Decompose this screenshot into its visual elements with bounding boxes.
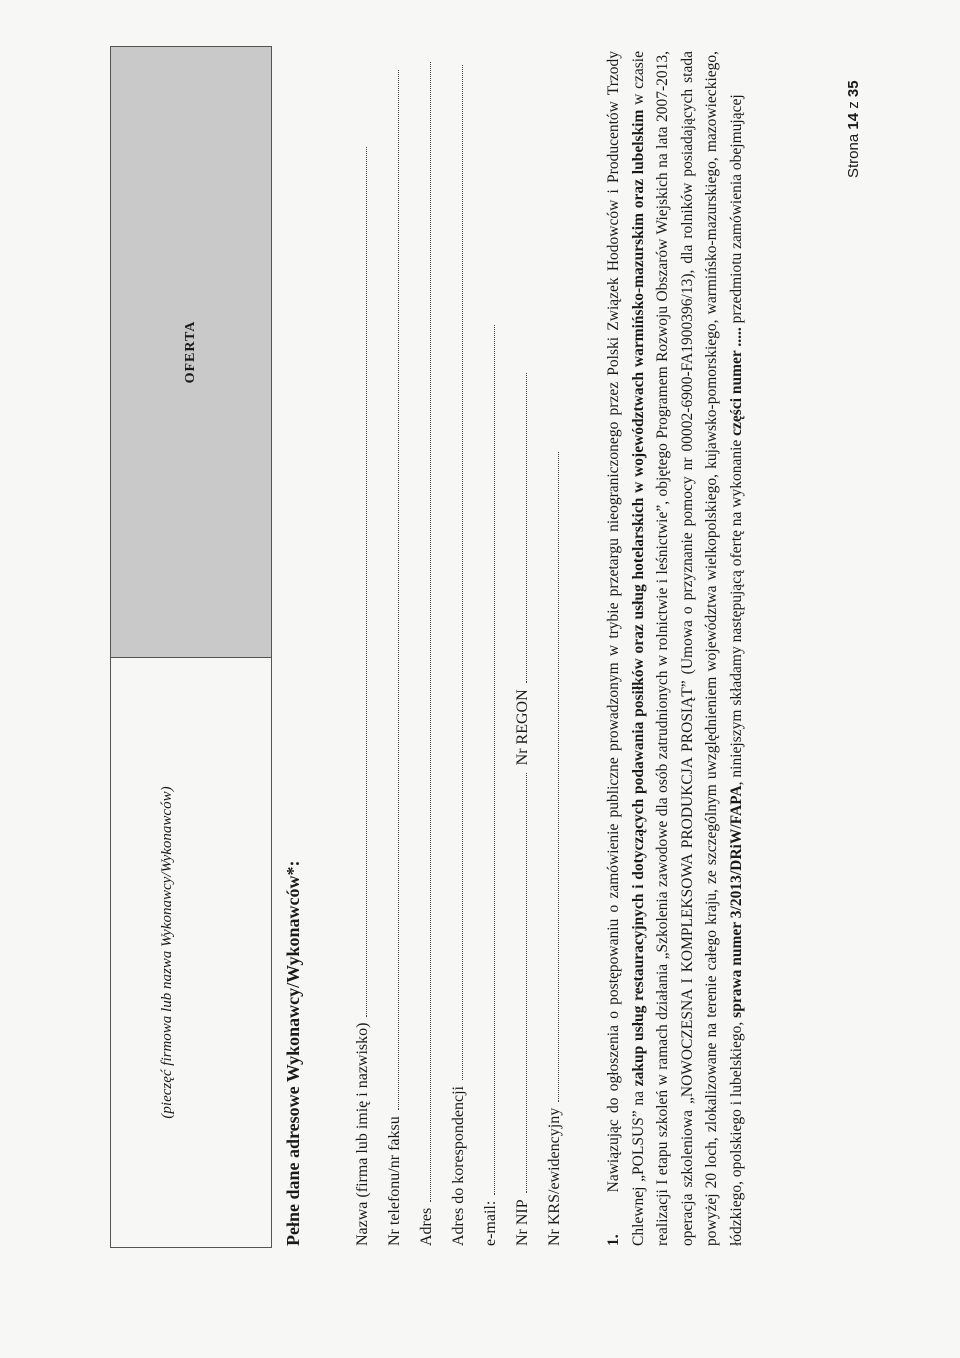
offer-header-table [110,46,272,1248]
correspondence-fill-line[interactable] [446,65,463,1080]
regon-fill-line[interactable] [510,373,527,683]
page-sep: z [845,97,862,113]
offer-title: OFERTA [183,320,198,384]
email-field[interactable] [478,325,502,1246]
paragraph-bold-1: zakup usług restauracyjnych i dotyczących podawania posiłków oraz usług hotelarskich w województwach warmińsko-mazurskim oraz lubelskim [629,109,647,1087]
paragraph-text-3: , niniejszym składamy następującą ofertę na wykonanie [727,435,745,786]
nip-fill-line[interactable] [510,773,527,1193]
paragraph-text-4: przedmiotu zamówienia obejmującej [727,94,745,328]
name-label: Nazwa (firma lub imię i nazwisko) [354,1022,371,1246]
name-fill-line[interactable] [350,147,367,1017]
company-stamp-cell [111,657,271,1247]
address-fill-line[interactable] [414,62,431,1202]
regon-label: Nr REGON [514,689,531,766]
paragraph-bold-3: części numer ..... [727,327,745,436]
krs-field[interactable] [542,452,566,1246]
correspondence-field[interactable] [446,65,470,1246]
paragraph-bold-2: sprawa numer 3/2013/DRiW/FAPA [727,785,745,1018]
paragraph-text-2: w czasie realizacji I etapu szkoleń w ramach działania „Szkolenia zawodowe dla osób zatrudnionych w rolnictwie i leśnictwie”, objętego Programem Rozwoju Obszarów Wiejskich na lata 2007-2013, operacja szkoleniowa „NOWOCZESNA I KOMPLEKSOWA PRODUKCJA PROSIĄT” (Umowa o przyznanie pomocy nr 00002-6900-FA1900396/13), dla rolników posiadających stada powyżej 20 loch, zlokalizowane na terenie całego kraju, ze szczególnym uwzględnieniem województwa wielkopolskiego, kujawsko-pomorskiego, warmińsko-mazurskiego, mazowieckiego, łódzkiego, opolskiego i lubelskiego, [629,51,745,1246]
paragraph-text-1: Nawiązując do ogłoszenia o postępowaniu o zamówienie publiczne prowadzonym w trybie przetargu nieograniczonego przez Polski Związek Hodowców i Producentów Trzody Chlewnej „POLSUS” na [605,51,647,1246]
address-label: Adres [418,1207,435,1246]
phone-label: Nr telefonu/nr faksu [386,1116,403,1246]
email-label: e-mail: [482,1200,499,1246]
phone-fill-line[interactable] [382,70,399,1110]
krs-label: Nr KRS/ewidencyjny [546,1107,563,1246]
company-stamp-label: (pieczęć firmowa lub nazwa Wykonawcy/Wykonawców) [159,786,175,1119]
page-number [845,80,862,178]
address-field[interactable] [414,62,438,1246]
page-current: 14 [845,112,862,130]
phone-field[interactable] [382,70,406,1246]
name-field[interactable] [350,147,374,1246]
nip-label: Nr NIP [514,1199,531,1246]
page-prefix: Strona [845,129,862,178]
contractor-section-title: Pełne dane adresowe Wykonawcy/Wykonawców*: [283,860,303,1246]
email-fill-line[interactable] [478,325,495,1195]
correspondence-label: Adres do korespondencji [450,1086,467,1246]
page-total: 35 [845,80,862,98]
offer-paragraph [602,51,750,1246]
nip-regon-field[interactable] [510,373,534,1246]
paragraph-number: 1. [605,1234,622,1246]
offer-title-cell [111,47,271,657]
krs-fill-line[interactable] [542,452,559,1102]
